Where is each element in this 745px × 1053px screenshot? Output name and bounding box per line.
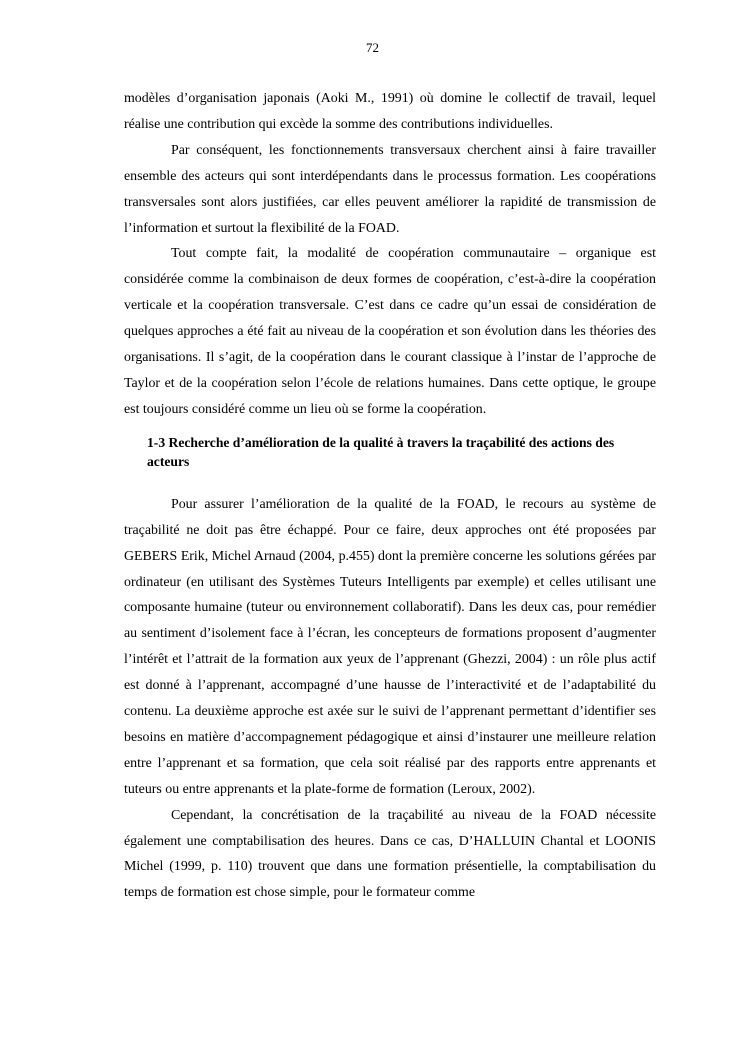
page-body <box>124 86 656 906</box>
section-heading-block <box>124 433 656 471</box>
paragraph-community-cooperation: Tout compte fait, la modalité de coopération communautaire – organique est considérée comme la combinaison de deux formes de coopération, c’est-à-dire la coopération verticale et la coopération transversale. C’est dans ce cadre qu’un essai de considération de quelques approches a été fait au niveau de la coopération et son évolution dans les théories des organisations. Il s’agit, de la coopération dans le courant classique à l’instar de l’approche de Taylor et de la coopération selon l’école de relations humaines. Dans cette optique, le groupe est toujours considéré comme un lieu où se forme la coopération. <box>124 246 656 417</box>
paragraph-continuation: modèles d’organisation japonais (Aoki M., 1991) où domine le collectif de travail, lequel réalise une contribution qui excède la somme des contributions individuelles. <box>124 91 656 132</box>
section-heading: 1-3 Recherche d’amélioration de la qualité à travers la traçabilité des actions des acteurs <box>147 434 615 469</box>
paragraph-traceability-approaches: Pour assurer l’amélioration de la qualité de la FOAD, le recours au système de traçabilité ne doit pas être échappé. Pour ce faire, deux approches ont été proposées par GEBERS Erik, Michel Arnaud (2004, p.455) dont la première concerne les solutions gérées par ordinateur (en utilisant des Systèmes Tuteurs Intelligents par exemple) et celles utilisant une composante humaine (tuteur ou environnement collaboratif). Dans les deux cas, pour remédier au sentiment d’isolement face à l’écran, les concepteurs de formations proposent d’augmenter l’intérêt et l’attrait de la formation aux yeux de l’apprenant (Ghezzi, 2004) : un rôle plus actif est donné à l’apprenant, accompagné d’une hausse de l’interactivité et de l’adaptabilité du contenu. La deuxième approche est axée sur le suivi de l’apprenant permettant d’identifier ses besoins en matière d’accompagnement pédagogique et ainsi d’instaurer une meilleure relation entre l’apprenant et sa formation, que cela soit réalisé par des rapports entre apprenants et tuteurs ou entre apprenants et la plate-forme de formation (Leroux, 2002). <box>124 496 656 797</box>
paragraph-transversal-functioning: Par conséquent, les fonctionnements transversaux cherchent ainsi à faire travailler ensemble des acteurs qui sont interdépendants dans le processus formation. Les coopérations transversales sont alors justifiées, car elles peuvent améliorer la rapidité de transmission de l’information et surtout la flexibilité de la FOAD. <box>124 142 656 236</box>
paragraph-hours-accounting: Cependant, la concrétisation de la traçabilité au niveau de la FOAD nécessite également une comptabilisation des heures. Dans ce cas, D’HALLUIN Chantal et LOONIS Michel (1999, p. 110) trouvent que dans une formation présentielle, la comptabilisation du temps de formation est chose simple, pour le formateur comme <box>124 807 656 901</box>
page-number: 72 <box>366 40 379 55</box>
